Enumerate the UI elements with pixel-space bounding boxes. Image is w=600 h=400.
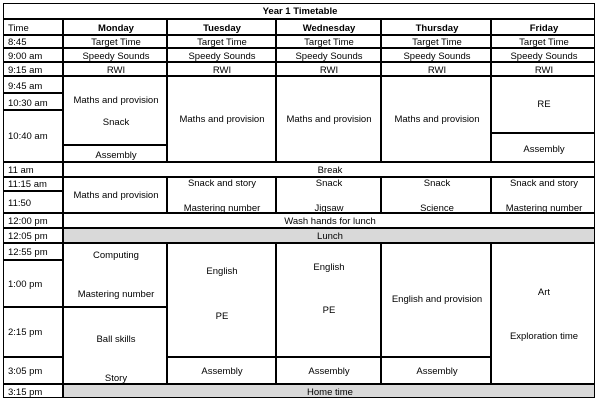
friday-afternoon-cell: [491, 243, 595, 384]
thursday-english-provision: English and provision: [391, 294, 483, 305]
lunch-label: Lunch: [317, 231, 343, 242]
wash-hands-label: Wash hands for lunch: [284, 216, 376, 227]
thursday-maths: Maths and provision: [394, 114, 480, 125]
tuesday-snack-story: Snack and story: [187, 178, 257, 189]
tuesday-mastering-number: Mastering number: [183, 203, 261, 214]
rwi: RWI: [319, 65, 339, 76]
tuesday-english: English: [206, 266, 238, 277]
monday-maths: Maths and provision: [73, 95, 159, 106]
time-label: 11:15 am: [8, 179, 47, 190]
time-label: 9:00 am: [8, 51, 43, 62]
time-label: 8:45: [8, 37, 27, 48]
speedy-sounds: Speedy Sounds: [403, 51, 471, 62]
time-label: 9:45 am: [8, 81, 43, 92]
monday-mastering-number: Mastering number: [77, 289, 155, 300]
rwi: RWI: [427, 65, 447, 76]
speedy-sounds: Speedy Sounds: [82, 51, 150, 62]
target-time: Target Time: [91, 37, 141, 48]
monday-assembly: Assembly: [95, 150, 137, 161]
break-label: Break: [317, 165, 343, 176]
target-time: Target Time: [519, 37, 569, 48]
home-time-label: Home time: [307, 387, 353, 398]
thursday-science: Science: [420, 203, 454, 214]
wednesday-afternoon-cell: [276, 243, 381, 357]
rwi: RWI: [106, 65, 126, 76]
header-wednesday: Wednesday: [302, 23, 356, 34]
page-title: Year 1 Timetable: [262, 6, 338, 17]
time-label: 12:00 pm: [8, 216, 48, 227]
speedy-sounds: Speedy Sounds: [510, 51, 578, 62]
speedy-sounds: Speedy Sounds: [188, 51, 256, 62]
tuesday-afternoon-cell: [167, 243, 276, 357]
tuesday-maths: Maths and provision: [179, 114, 265, 125]
time-label: 1:00 pm: [8, 279, 43, 290]
monday-story: Story: [104, 373, 128, 384]
monday-snack: Snack: [102, 117, 130, 128]
thursday-assembly: Assembly: [416, 366, 458, 377]
time-label: 12:05 pm: [8, 231, 48, 242]
tuesday-pe: PE: [215, 311, 229, 322]
friday-exploration-time: Exploration time: [509, 331, 579, 342]
friday-art: Art: [537, 287, 551, 298]
target-time: Target Time: [304, 37, 354, 48]
monday-computing: Computing: [93, 250, 139, 261]
wednesday-maths: Maths and provision: [286, 114, 372, 125]
time-label: 9:15 am: [8, 65, 43, 76]
time-label: 3:15 pm: [8, 387, 43, 398]
time-label: 3:05 pm: [8, 366, 43, 377]
friday-mastering-number: Mastering number: [505, 203, 583, 214]
tuesday-assembly: Assembly: [201, 366, 243, 377]
header-thursday: Thursday: [415, 23, 459, 34]
friday-snack-story: Snack and story: [509, 178, 579, 189]
wednesday-english: English: [313, 262, 345, 273]
rwi: RWI: [534, 65, 554, 76]
time-label: 11 am: [8, 165, 34, 176]
time-label: 10:30 am: [8, 98, 48, 109]
wednesday-pe: PE: [322, 305, 336, 316]
header-time: Time: [8, 23, 29, 34]
header-monday: Monday: [98, 23, 134, 34]
speedy-sounds: Speedy Sounds: [295, 51, 363, 62]
monday-maths-late: Maths and provision: [73, 190, 159, 201]
wednesday-snack: Snack: [315, 178, 343, 189]
friday-assembly: Assembly: [523, 144, 565, 155]
target-time: Target Time: [412, 37, 462, 48]
rwi: RWI: [212, 65, 232, 76]
monday-morning-cell: [63, 76, 167, 145]
time-label: 2:15 pm: [8, 327, 43, 338]
time-label: 11:50: [8, 198, 32, 209]
header-tuesday: Tuesday: [203, 23, 241, 34]
monday-ball-skills: Ball skills: [96, 334, 136, 345]
wednesday-assembly: Assembly: [308, 366, 350, 377]
target-time: Target Time: [197, 37, 247, 48]
header-friday: Friday: [529, 23, 559, 34]
friday-re: RE: [537, 99, 551, 110]
thursday-snack: Snack: [423, 178, 451, 189]
wednesday-jigsaw: Jigsaw: [314, 203, 344, 214]
time-label: 10:40 am: [8, 131, 48, 142]
time-label: 12:55 pm: [8, 247, 48, 258]
